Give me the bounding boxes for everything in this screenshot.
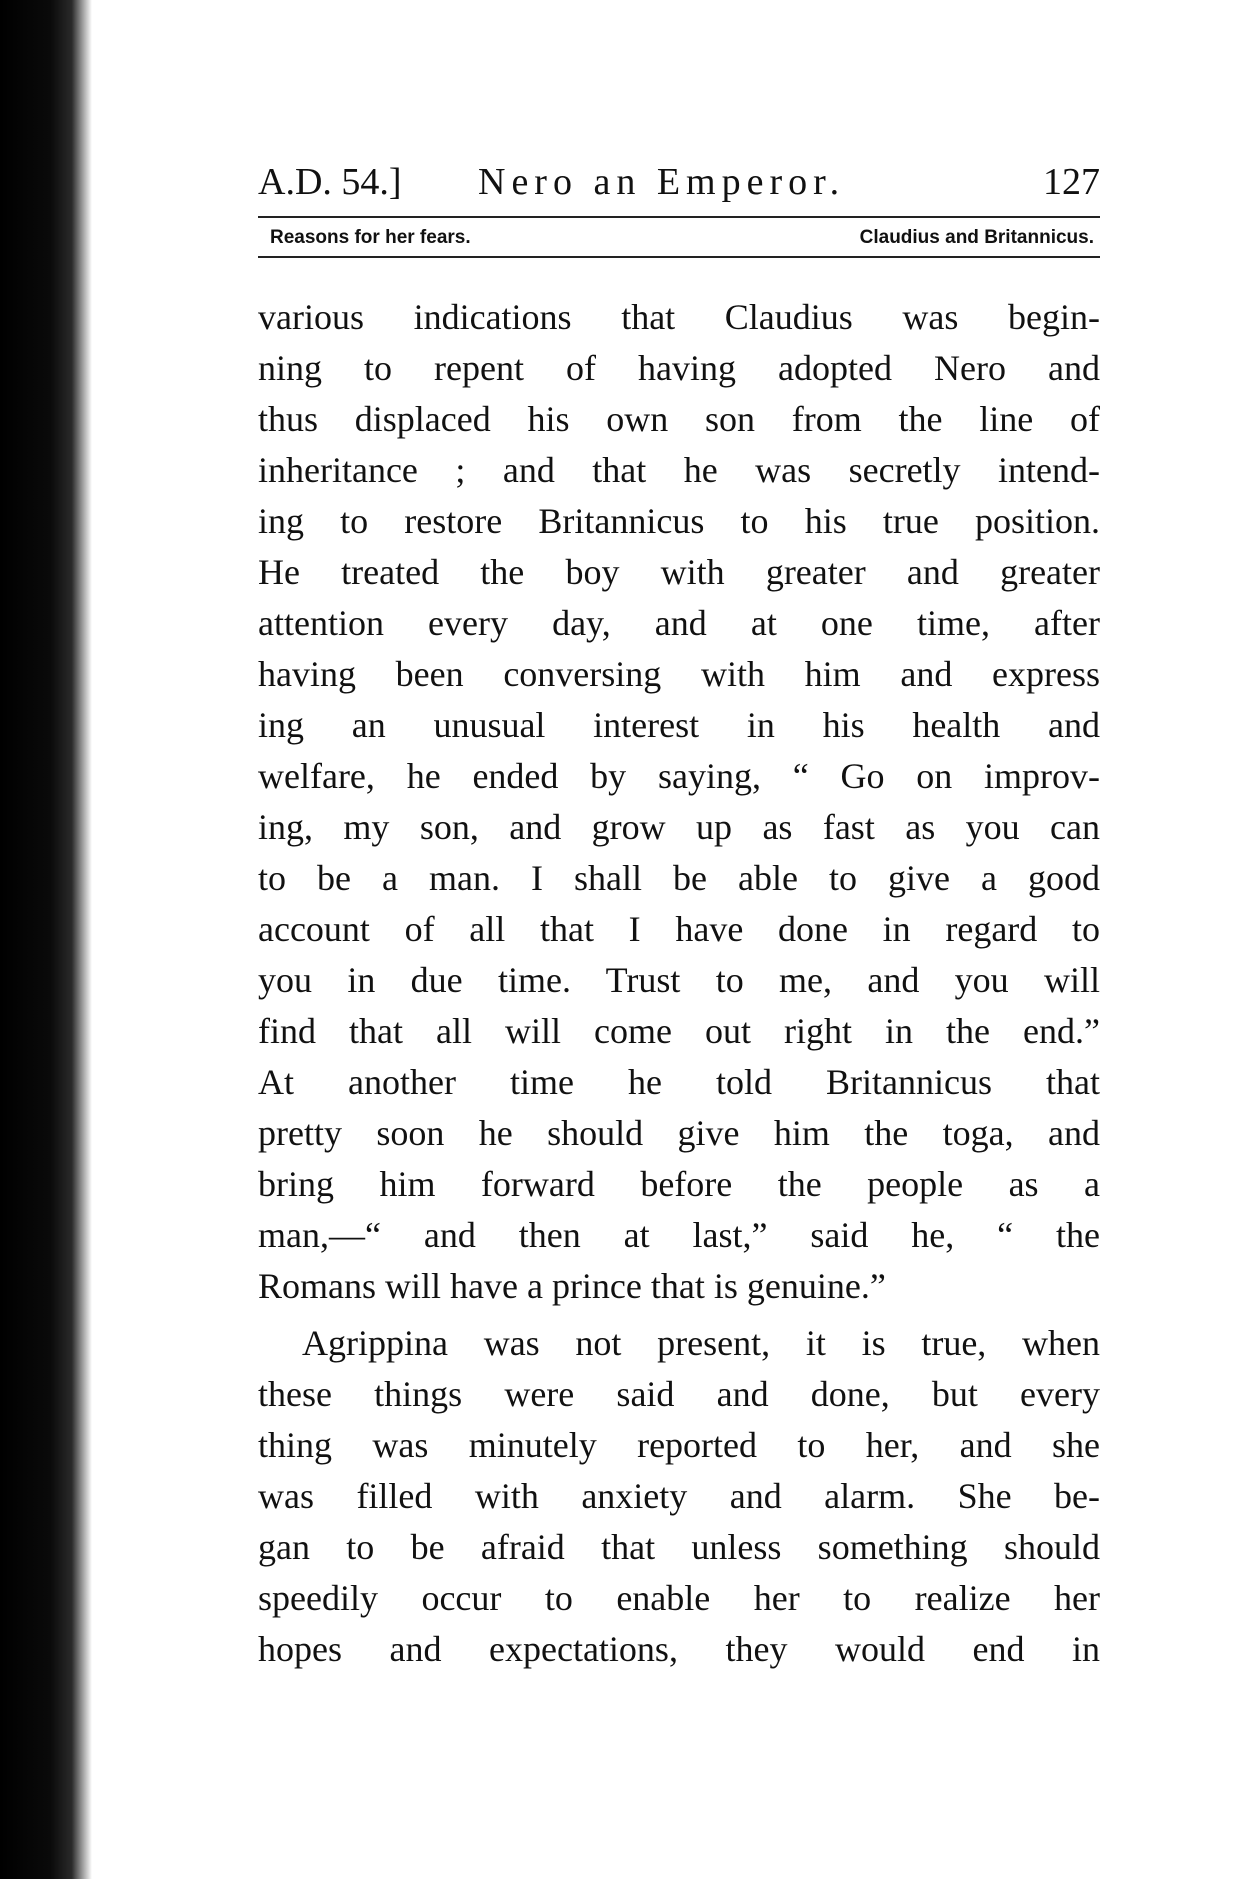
text-line: thus displaced his own son from the line of [258,399,1100,439]
header-date: A.D. 54.] [258,161,402,203]
text-line: hopes and expectations, they would end in [258,1629,1100,1669]
header-rule-bottom [258,256,1100,258]
page-number: 127 [1043,161,1100,203]
text-line: Agrippina was not present, it is true, when [302,1323,1100,1363]
text-line: man,—“ and then at last,” said he, “ the [258,1215,1100,1255]
text-line: He treated the boy with greater and greater [258,552,1100,592]
text-line: pretty soon he should give him the toga, and [258,1113,1100,1153]
binding-shadow [0,0,92,1879]
text-line: bring him forward before the people as a [258,1164,1100,1204]
text-line: attention every day, and at one time, after [258,603,1100,643]
text-line: thing was minutely reported to her, and she [258,1425,1100,1465]
side-notes [258,225,1100,251]
header-title: Nero an Emperor. [478,161,846,203]
text-line: welfare, he ended by saying, “ Go on improv- [258,756,1100,796]
running-header [258,158,1100,218]
text-line: ing, my son, and grow up as fast as you can [258,807,1100,847]
text-line: having been conversing with him and express [258,654,1100,694]
text-line: these things were said and done, but every [258,1374,1100,1414]
text-line: ing an unusual interest in his health and [258,705,1100,745]
text-line: various indications that Claudius was begin- [258,297,1100,337]
text-line: account of all that I have done in regard to [258,909,1100,949]
header-rule-top [258,216,1100,218]
text-line: ning to repent of having adopted Nero and [258,348,1100,388]
side-note-right: Claudius and Britannicus. [859,227,1094,248]
text-line: gan to be afraid that unless something should [258,1527,1100,1567]
body-text [258,292,1100,1675]
text-line: inheritance ; and that he was secretly intend- [258,450,1100,490]
text-line: speedily occur to enable her to realize her [258,1578,1100,1618]
text-line: ing to restore Britannicus to his true position. [258,501,1100,541]
side-note-left: Reasons for her fears. [270,227,471,248]
text-line: was filled with anxiety and alarm. She be- [258,1476,1100,1516]
text-line: to be a man. I shall be able to give a good [258,858,1100,898]
text-line: you in due time. Trust to me, and you will [258,960,1100,1000]
text-line: find that all will come out right in the end.” [258,1011,1100,1051]
text-line: At another time he told Britannicus that [258,1062,1100,1102]
text-line: Romans will have a prince that is genuine.” [258,1266,886,1306]
